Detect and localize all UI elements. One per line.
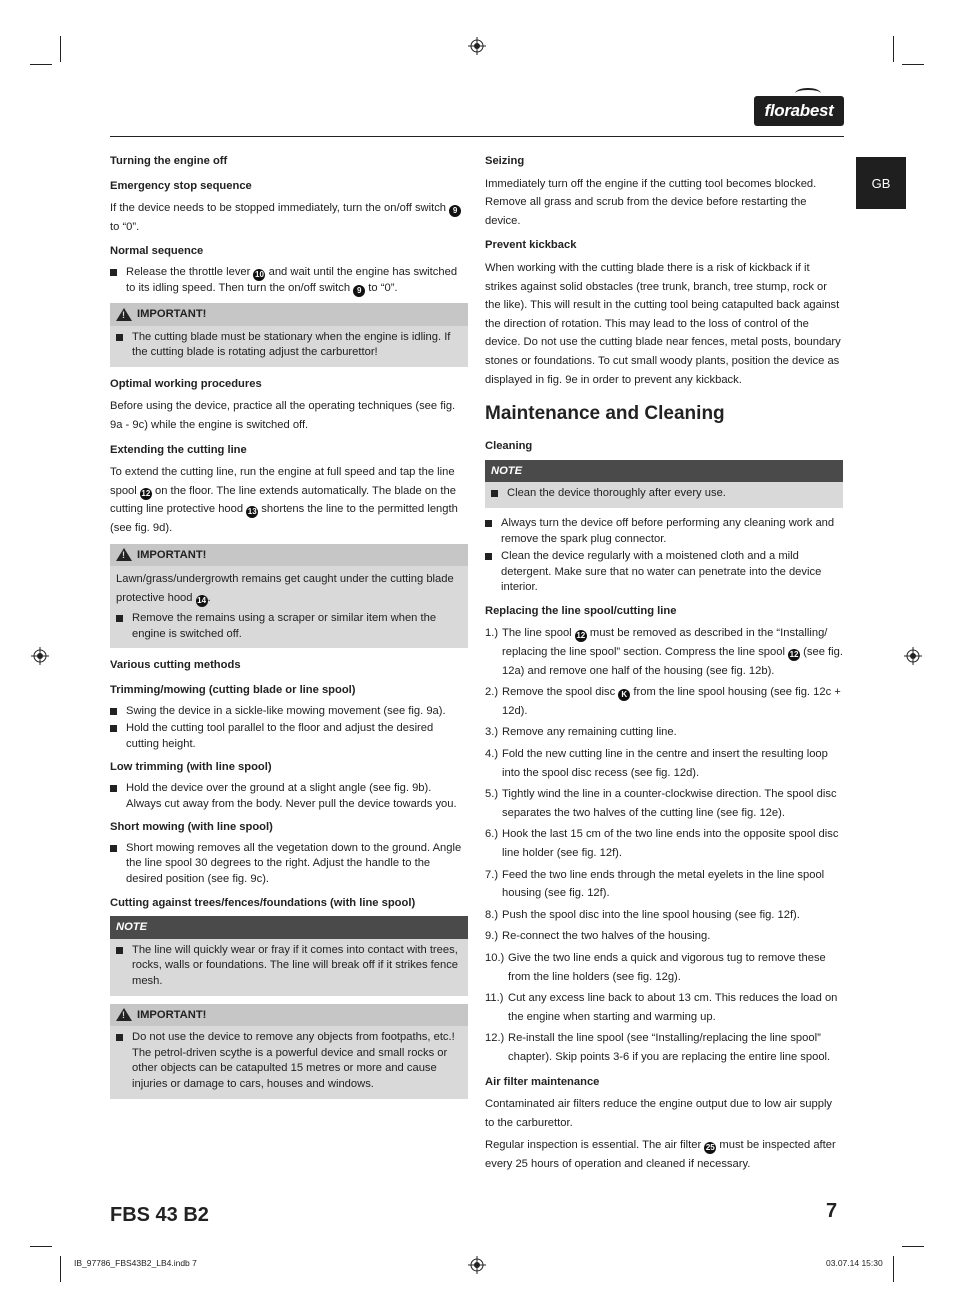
list-item: 10.) Give the two line ends a quick and vigorous tug to remove these from the line holders (see fig. 12g).: [485, 951, 826, 983]
list-item: Release the throttle lever 10 and wait until the engine has switched to its idling speed. Then turn the on/off switch 9 to “0”.: [110, 265, 468, 297]
brand-logo: florabest: [754, 96, 844, 126]
header-rule: [110, 136, 844, 137]
subsection-heading: Low trimming (with line spool): [110, 761, 272, 774]
registration-mark-icon: [468, 1256, 486, 1274]
important-header: ! IMPORTANT!: [110, 544, 468, 567]
paragraph: When working with the cutting blade there is a risk of kickback if it strikes against solid obstacles (tree trunk, branch, tree stump, rock or the like). This will result in the cutting tool being catapulted back against the direction of rotation. This may lead to the loss of control of the device. Do not use the cutting blade near fences, metal posts, boundary stones or foundations. To cut small woody plants, position the device as displayed in fig. 9e in order to prevent any kickback.: [485, 261, 841, 386]
subsection-heading: Short mowing (with line spool): [110, 821, 273, 834]
list-item: The cutting blade must be stationary when the engine is idling. If the cutting blade is rotating adjust the carburettor!: [116, 330, 462, 361]
list-item: Do not use the device to remove any objects from footpaths, etc.! The petrol-driven scythe is a powerful device and small rocks or other objects can be catapulted 15 metres or more and cause injuries or damage to cars, houses and windows.: [116, 1030, 462, 1092]
important-box: [110, 303, 468, 367]
crop-mark: [893, 1256, 894, 1282]
crop-mark: [30, 1246, 52, 1247]
list-item: 12.) Re-install the line spool (see “Installing/replacing the line spool” chapter). Skip points 3-6 if you are replacing the entire line spool.: [485, 1032, 831, 1063]
list-item: 7.) Feed the two line ends through the metal eyelets in the line spool housing (see fig. 12f).: [485, 868, 825, 900]
warning-icon: [116, 308, 132, 321]
list-item: Hold the cutting tool parallel to the floor and adjust the desired cutting height.: [110, 721, 468, 752]
subsection-heading: Trimming/mowing (cutting blade or line spool): [110, 684, 356, 697]
list-item: 11.) Cut any excess line back to about 13 cm. This reduces the load on the engine when starting and warming up.: [485, 992, 838, 1023]
section-heading: Turning the engine off: [110, 155, 228, 167]
subsection-heading: Various cutting methods: [110, 659, 241, 672]
page-number: 7: [826, 1200, 838, 1222]
crop-mark: [60, 1256, 61, 1282]
crop-mark: [902, 1246, 924, 1247]
list-item: Remove the remains using a scraper or similar item when the engine is switched off.: [116, 611, 462, 642]
paragraph: If the device needs to be stopped immediately, turn the on/off switch 9 to “0”.: [110, 199, 468, 236]
callout-13-icon: 13: [247, 507, 257, 517]
language-tab: GB: [856, 157, 906, 209]
note-box: [110, 916, 468, 995]
crop-mark: [902, 64, 924, 65]
warning-icon: [116, 548, 132, 561]
subsection-heading: Air filter maintenance: [485, 1075, 600, 1088]
callout-12-icon: 12: [141, 488, 151, 498]
paragraph: Immediately turn off the engine if the cutting tool becomes blocked. Remove all grass and scrub from the device before restarting the device.: [485, 177, 817, 227]
callout-10-icon: 10: [255, 269, 264, 279]
print-date: 03.07.14 15:30: [826, 1258, 883, 1268]
subsection-heading: Normal sequence: [110, 245, 204, 258]
list-item: Short mowing removes all the vegetation down to the ground. Angle the line spool 30 degrees to the right. Adjust the handle to the desired position (see fig. 9c).: [110, 841, 468, 888]
registration-mark-icon: [468, 37, 486, 55]
file-info: IB_97786_FBS43B2_LB4.indb 7: [74, 1258, 197, 1268]
list-item: The line will quickly wear or fray if it comes into contact with trees, rocks, walls or foundations. The line will break off if it strikes fence mesh.: [116, 943, 462, 990]
list-item: 6.) Hook the last 15 cm of the two line ends into the opposite spool disc line holder (see fig. 12f).: [485, 828, 839, 859]
subsection-heading: Emergency stop sequence: [110, 179, 252, 192]
model-name: FBS 43 B2: [110, 1204, 209, 1226]
registration-mark-icon: [31, 647, 49, 665]
callout-25-icon: 25: [705, 1143, 715, 1153]
note-box: [485, 460, 843, 508]
important-header: ! IMPORTANT!: [110, 303, 468, 326]
callout-9-icon: 9: [353, 285, 365, 297]
paragraph: Lawn/grass/undergrowth remains get caught under the cutting blade protective hood 14 .: [116, 573, 454, 605]
subsection-heading: Prevent kickback: [485, 239, 577, 252]
note-header: NOTE: [485, 460, 843, 483]
list-item: 1.) The line spool 12 must be removed as described in the “Installing/ replacing the line spool” section. Compress the line spool 12 (see fig. 12a) and remove one half of the housing (see fig. 12b).: [485, 627, 843, 677]
list-item: Clean the device regularly with a moistened cloth and a mild detergent. Make sure that no water can penetrate into the device interior.: [485, 549, 843, 596]
subsection-heading: Cutting against trees/fences/foundations (with line spool): [110, 896, 416, 909]
subsection-heading: Optimal working procedures: [110, 377, 262, 390]
list-item: Swing the device in a sickle-like mowing movement (see fig. 9a).: [110, 704, 468, 720]
callout-12-icon: 12: [576, 631, 586, 641]
important-box: [110, 544, 468, 649]
list-item: 9.) Re-connect the two halves of the housing.: [485, 930, 711, 943]
subsection-heading: Cleaning: [485, 440, 533, 453]
list-item: 2.) Remove the spool disc K from the line spool housing (see fig. 12c + 12d).: [485, 686, 841, 717]
list-item: 8.) Push the spool disc into the line spool housing (see fig. 12f).: [485, 908, 800, 921]
note-header: NOTE: [110, 916, 468, 939]
right-column: [485, 152, 843, 1178]
list-item: Hold the device over the ground at a slight angle (see fig. 9b). Always cut away from the body. Never pull the device towards you.: [110, 781, 468, 812]
warning-icon: [116, 1008, 132, 1021]
callout-14-icon: 14: [197, 595, 207, 605]
paragraph: Contaminated air filters reduce the engine output due to low air supply to the carburettor.: [485, 1098, 833, 1129]
subsection-heading: Replacing the line spool/cutting line: [485, 604, 677, 617]
callout-12-icon: 12: [789, 650, 799, 660]
registration-mark-icon: [904, 647, 922, 665]
callout-k-icon: K: [618, 689, 630, 701]
list-item: 3.) Remove any remaining cutting line.: [485, 726, 677, 739]
subsection-heading: Seizing: [485, 155, 525, 167]
important-header: ! IMPORTANT!: [110, 1004, 468, 1027]
important-box: [110, 1004, 468, 1099]
list-item: 5.) Tightly wind the line in a counter-clockwise direction. The spool disc separates the two halves of the cutting line (see fig. 12e).: [485, 788, 837, 819]
left-column: [110, 152, 468, 1107]
section-title: Maintenance and Cleaning: [485, 403, 725, 425]
list-item: Clean the device thoroughly after every use.: [491, 486, 837, 502]
list-item: 4.) Fold the new cutting line in the centre and insert the resulting loop into the spool disc recess (see fig. 12d).: [485, 748, 828, 779]
crop-mark: [893, 36, 894, 62]
paragraph: Before using the device, practice all the operating techniques (see fig. 9a - 9c) while the engine is switched off.: [110, 400, 456, 431]
crop-mark: [60, 36, 61, 62]
subsection-heading: Extending the cutting line: [110, 443, 247, 456]
list-item: Always turn the device off before performing any cleaning work and remove the spark plug connector.: [485, 516, 843, 547]
callout-9-icon: 9: [449, 205, 461, 217]
crop-mark: [30, 64, 52, 65]
paragraph: To extend the cutting line, run the engine at full speed and tap the line spool 12 on the floor. The line extends automatically. The blade on the cutting line protective hood 13 shortens the line to the permitted length (see fig. 9d).: [110, 466, 458, 534]
paragraph: Regular inspection is essential. The air filter 25 must be inspected after every 25 hours of operation and cleaned if necessary.: [485, 1139, 836, 1170]
